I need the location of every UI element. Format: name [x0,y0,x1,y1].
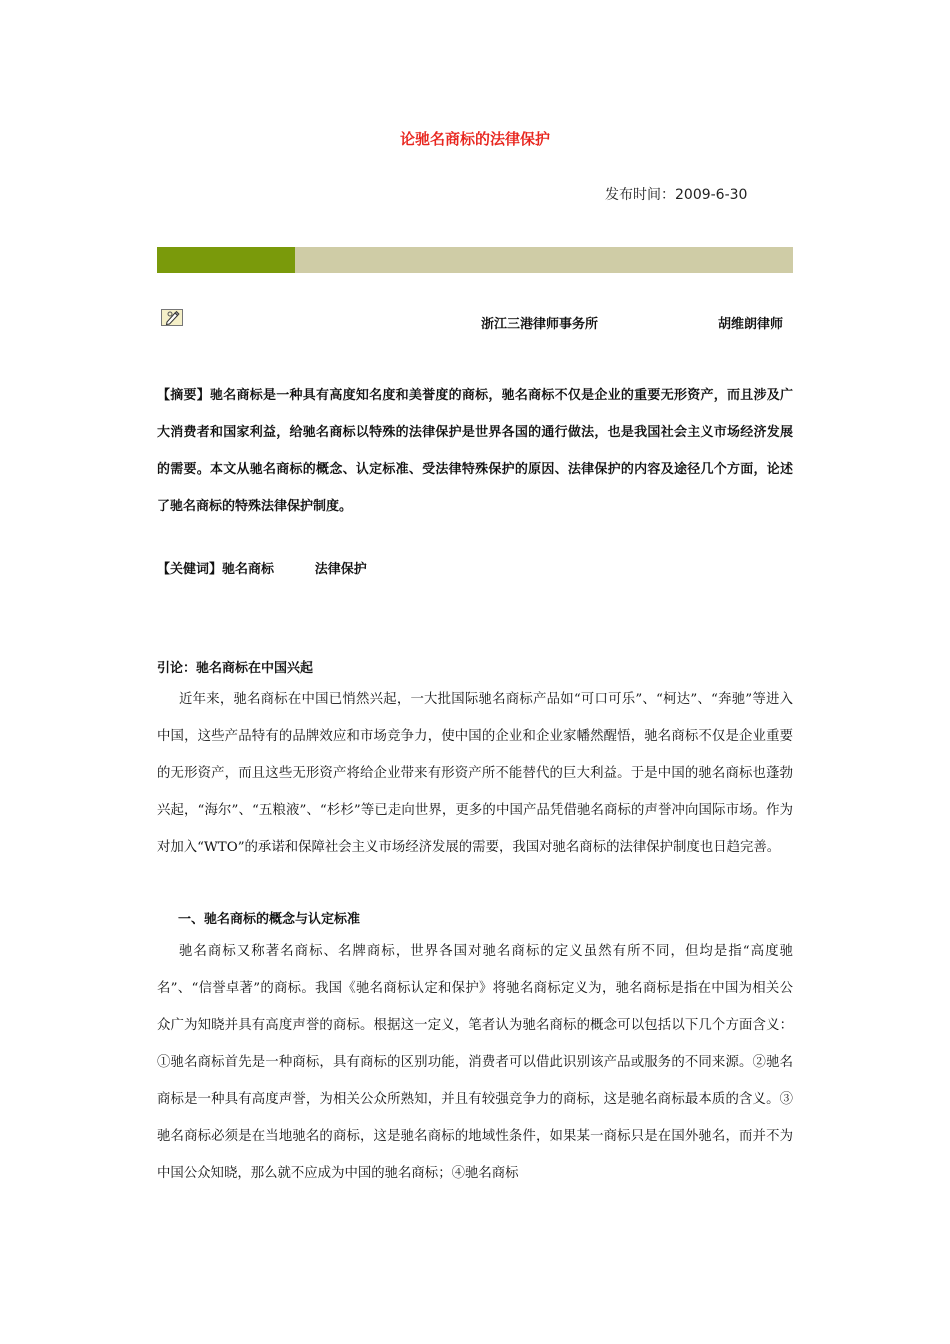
intro-heading: 引论：驰名商标在中国兴起 [157,661,314,676]
keywords: 【关健词】驰名商标 法律保护 [157,562,367,577]
header-bar-accent [157,247,295,273]
header-bar [157,247,793,273]
publish-date: 2009-6-30 [675,187,748,203]
publish-time [605,184,747,204]
author-name: 胡维朗律师 [718,317,784,332]
section-1-paragraph: 驰名商标又称著名商标、名牌商标，世界各国对驰名商标的定义虽然有所不同，但均是指“高度驰名”、“信誉卓著”的商标。我国《驰名商标认定和保护》将驰名商标定义为，驰名商标是指在中国为相关公众广为知晓并具有高度声誉的商标。根据这一定义，笔者认为驰名商标的概念可以包括以下几个方面含义：①驰名商标首先是一种商标，具有商标的区别功能，消费者可以借此识别该产品或服务的不同来源。②驰名商标是一种具有高度声誉，为相关公众所熟知，并且有较强竞争力的商标，这是驰名商标最本质的含义。③驰名商标必须是在当地驰名的商标，这是驰名商标的地域性条件，如果某一商标只是在国外驰名，而并不为中国公众知晓，那么就不应成为中国的驰名商标；④驰名商标 [157,944,793,1181]
law-firm-name: 浙江三港律师事务所 [481,317,599,332]
abstract: 【摘要】驰名商标是一种具有高度知名度和美誉度的商标，驰名商标不仅是企业的重要无形资产，而且涉及广大消费者和国家利益，给驰名商标以特殊的法律保护是世界各国的通行做法，也是我国社会主义市场经济发展的需要。本文从驰名商标的概念、认定标准、受法律特殊保护的原因、法律保护的内容及途径几个方面，论述了驰名商标的特殊法律保护制度。 [157,388,793,514]
publish-time-label: 发布时间： [605,187,675,203]
document-title: 论驰名商标的法律保护 [399,130,550,148]
pencil-note-icon [161,309,183,326]
section-1-heading: 一、驰名商标的概念与认定标准 [178,912,361,927]
intro-paragraph: 近年来，驰名商标在中国已悄然兴起，一大批国际驰名商标产品如“可口可乐”、“柯达”、“奔驰”等进入中国，这些产品特有的品牌效应和市场竞争力，使中国的企业和企业家幡然醒悟，驰名商标不仅是企业重要的无形资产，而且这些无形资产将给企业带来有形资产所不能替代的巨大利益。于是中国的驰名商标也蓬勃兴起，“海尔”、“五粮液”、“杉杉”等已走向世界，更多的中国产品凭借驰名商标的声誉冲向国际市场。作为对加入“WTO”的承诺和保障社会主义市场经济发展的需要，我国对驰名商标的法律保护制度也日趋完善。 [157,692,793,855]
